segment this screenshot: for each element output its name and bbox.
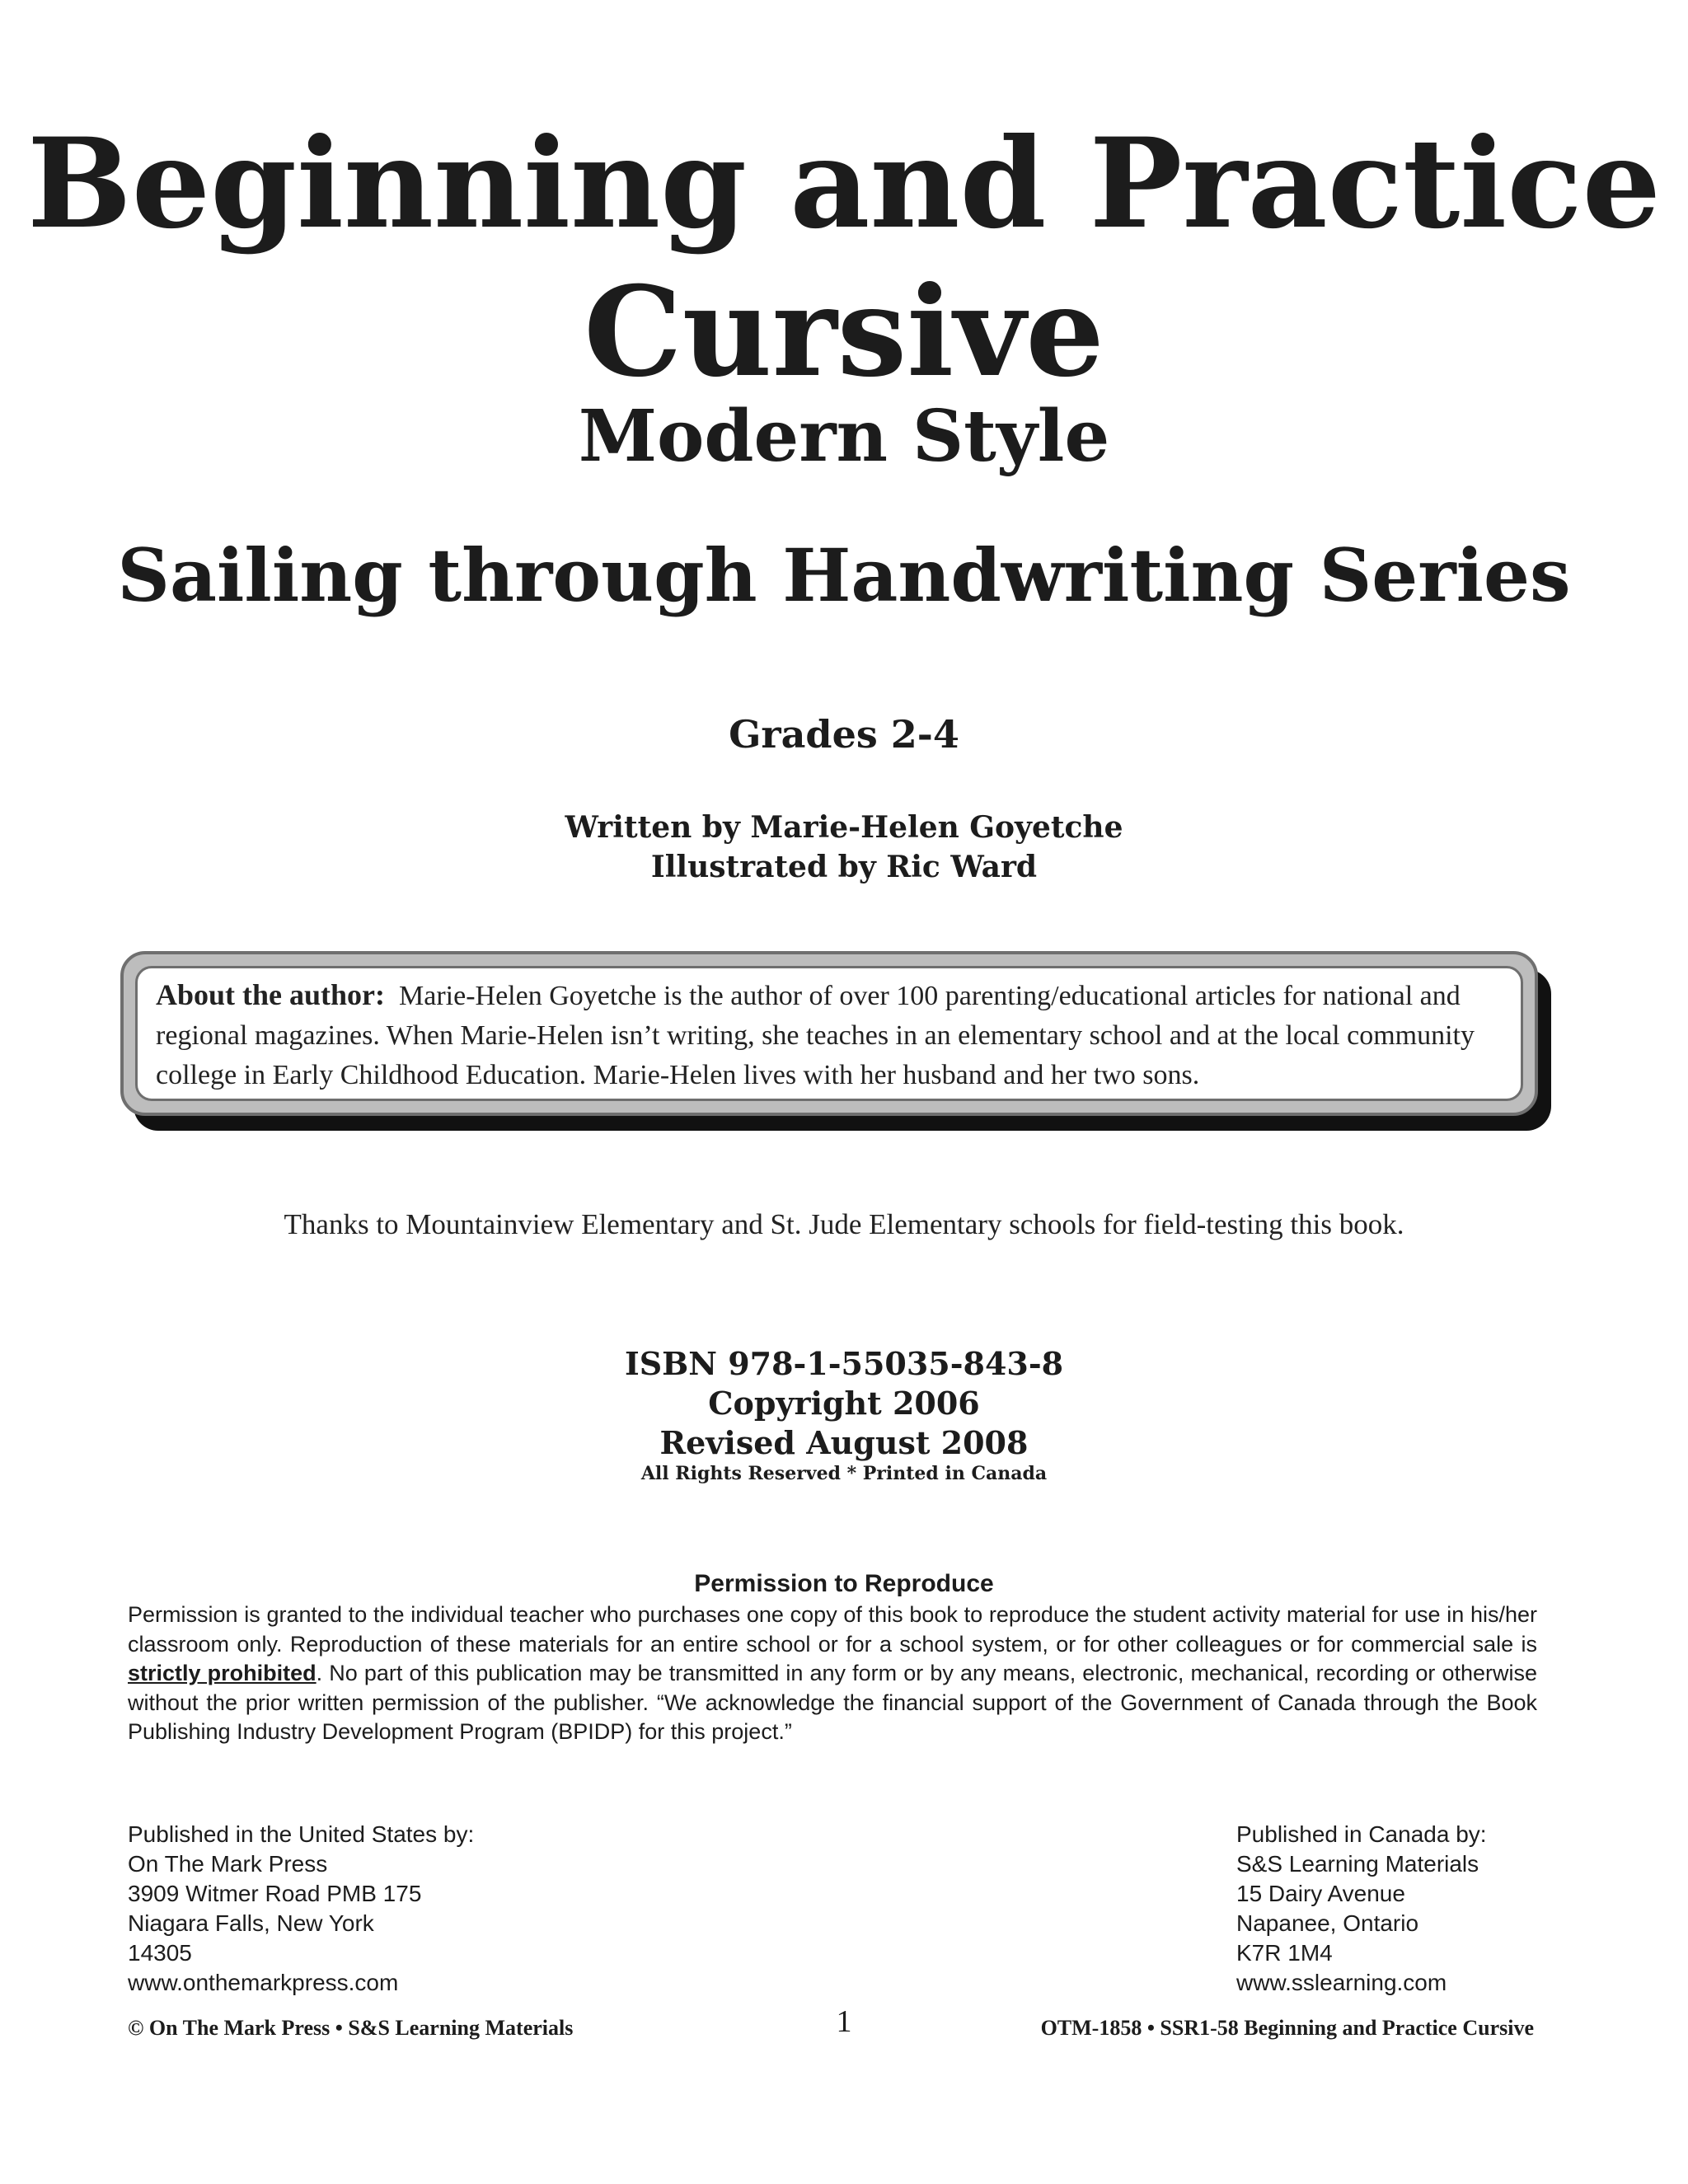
us-publisher-block (128, 1820, 474, 1998)
copyright-year: Copyright 2006 (708, 1385, 980, 1422)
canada-publisher-address2: Napanee, Ontario (1236, 1910, 1419, 1936)
page-number: 1 (836, 2004, 852, 2039)
us-publisher-postal: 14305 (128, 1940, 192, 1966)
about-author-box (120, 951, 1538, 1116)
series-name: Sailing through Handwriting Series (117, 532, 1571, 618)
us-publisher-heading: Published in the United States by: (128, 1821, 475, 1847)
us-publisher-website[interactable]: www.onthemarkpress.com (128, 1970, 399, 1995)
permission-text (128, 1601, 1537, 1747)
book-title-line-1: Beginning and Practice (26, 111, 1662, 256)
us-publisher-name: On The Mark Press (128, 1851, 328, 1877)
us-publisher-address2: Niagara Falls, New York (128, 1910, 374, 1936)
about-author-content (135, 966, 1523, 1101)
grade-level: Grades 2-4 (729, 712, 959, 757)
canada-publisher-block (1236, 1820, 1487, 1998)
illustrator-credit: Illustrated by Ric Ward (650, 850, 1038, 884)
revision-date: Revised August 2008 (659, 1424, 1029, 1461)
canada-publisher-website[interactable]: www.sslearning.com (1236, 1970, 1447, 1995)
footer-copyright: © On The Mark Press • S&S Learning Materials (128, 2016, 574, 2040)
canada-publisher-postal: K7R 1M4 (1236, 1940, 1333, 1966)
acknowledgement-text: Thanks to Mountainview Elementary and St. Jude Elementary schools for field-testing this book. (284, 1208, 1404, 1240)
rights-notice: All Rights Reserved * Printed in Canada (640, 1463, 1048, 1484)
about-author-text: Marie-Helen Goyetche is the author of over 100 parenting/educational articles for national and regional magazines. When Marie-Helen isn’t writing, she teaches in an elementary school and at the local community college in Early Childhood Education. Marie-Helen lives with her husband and her two sons. (156, 981, 1475, 1090)
permission-text-part1: Permission is granted to the individual teacher who purchases one copy of this book to reproduce the student activity material for use in his/her classroom only. Reproduction of these materials for an entire school or for a school system, or for other colleagues or for commercial sale is (128, 1602, 1537, 1657)
author-credit: Written by Marie-Helen Goyetche (565, 810, 1123, 845)
canada-publisher-name: S&S Learning Materials (1236, 1851, 1479, 1877)
about-author-label: About the author: (156, 978, 386, 1011)
canada-publisher-address1: 15 Dairy Avenue (1236, 1881, 1405, 1906)
permission-heading: Permission to Reproduce (694, 1570, 994, 1597)
us-publisher-address1: 3909 Witmer Road PMB 175 (128, 1881, 422, 1906)
isbn: ISBN 978-1-55035-843-8 (624, 1345, 1064, 1382)
book-title-line-2: Cursive (584, 260, 1104, 405)
permission-text-part2: . No part of this publication may be transmitted in any form or by any means, electronic, mechanical, recording or otherwise without the prior written permission of the publisher. “We acknowledge the financial support of the Government of Canada through the Book Publishing Industry Development Program (BPIDP) for this project.” (128, 1661, 1537, 1744)
canada-publisher-heading: Published in Canada by: (1236, 1821, 1487, 1847)
book-subtitle: Modern Style (578, 395, 1110, 478)
permission-emphasis: strictly prohibited (128, 1661, 316, 1685)
footer-product-code: OTM-1858 • SSR1-58 Beginning and Practice Cursive (1040, 2016, 1534, 2040)
